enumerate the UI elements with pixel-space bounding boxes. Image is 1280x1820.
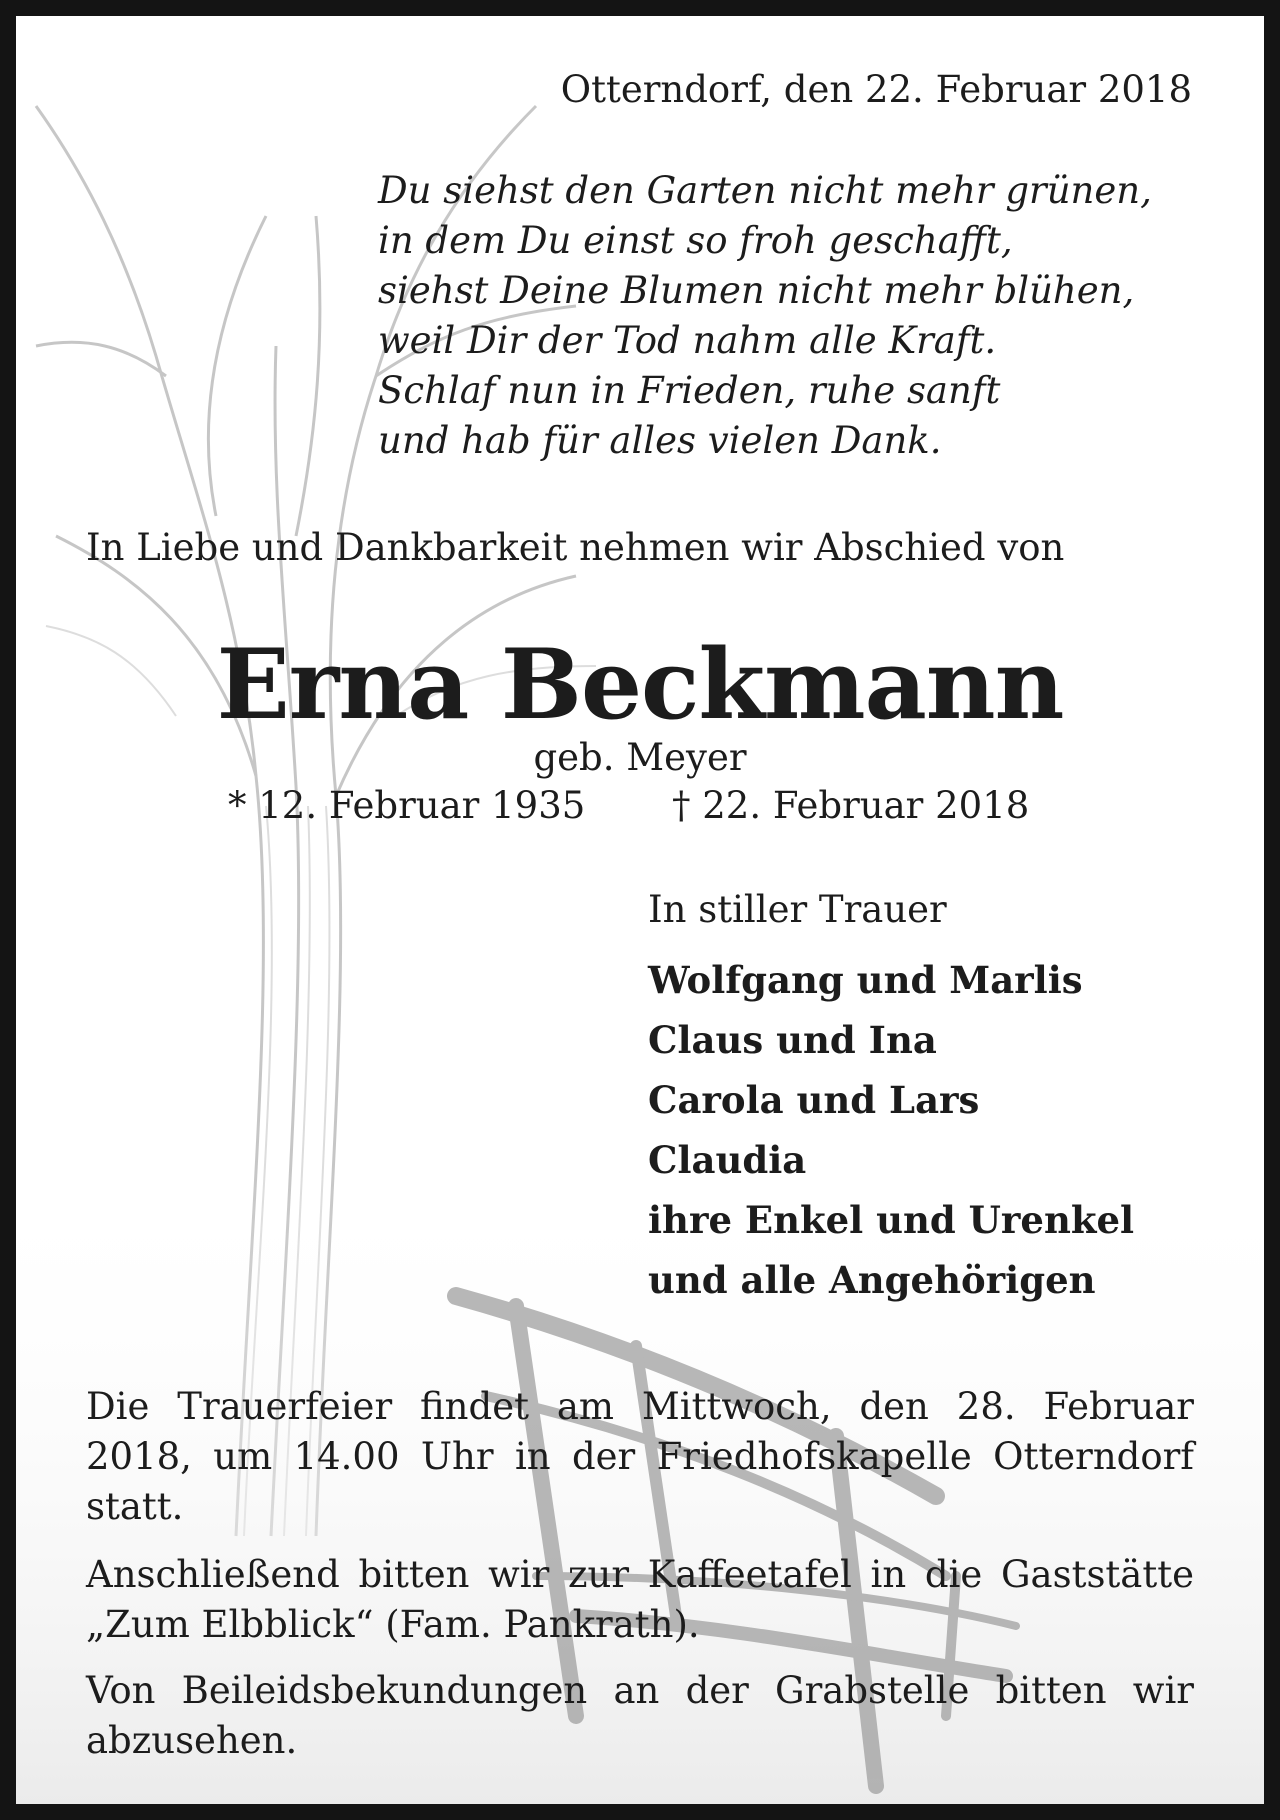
birth-date: * 12. Februar 1935 xyxy=(228,784,586,827)
funeral-service-note: Die Trauerfeier findet am Mittwoch, den 28. Februar 2018, um 14.00 Uhr in der Friedhofskapelle Otterndorf statt. xyxy=(86,1385,1194,1528)
mourner-name: Carola und Lars xyxy=(648,1078,980,1122)
place-and-date: Otterndorf, den 22. Februar 2018 xyxy=(560,68,1192,111)
mourning-label: In stiller Trauer xyxy=(648,888,947,931)
mourner-list xyxy=(648,950,1134,1310)
poem-line: Schlaf nun in Frieden, ruhe sanft xyxy=(378,369,1001,412)
mourner-name: ihre Enkel und Urenkel xyxy=(648,1198,1135,1242)
mourner-name: und alle Angehörigen xyxy=(648,1258,1096,1302)
poem-line: Du siehst den Garten nicht mehr grünen, xyxy=(378,169,1152,212)
poem xyxy=(378,166,1152,466)
farewell-intro: In Liebe und Dankbarkeit nehmen wir Abschied von xyxy=(86,526,1065,569)
death-date: † 22. Februar 2018 xyxy=(672,784,1030,827)
coffee-reception-note: Anschließend bitten wir zur Kaffeetafel in die Gaststätte „Zum Elbblick“ (Fam. Pankrath). xyxy=(86,1553,1194,1646)
mourner-name: Wolfgang und Marlis xyxy=(648,958,1083,1002)
obituary-text xyxy=(16,16,1264,1804)
mourner-name: Claus und Ina xyxy=(648,1018,937,1062)
mourner-name: Claudia xyxy=(648,1138,807,1182)
poem-line: siehst Deine Blumen nicht mehr blühen, xyxy=(378,269,1135,312)
deceased-name: Erna Beckmann xyxy=(216,628,1064,741)
poem-line: weil Dir der Tod nahm alle Kraft. xyxy=(378,319,997,362)
maiden-name: geb. Meyer xyxy=(533,736,747,779)
poem-line: in dem Du einst so froh geschafft, xyxy=(378,219,1013,262)
poem-line: und hab für alles vielen Dank. xyxy=(378,419,942,462)
condolence-note: Von Beileidsbekundungen an der Grabstelle bitten wir abzusehen. xyxy=(86,1669,1194,1762)
